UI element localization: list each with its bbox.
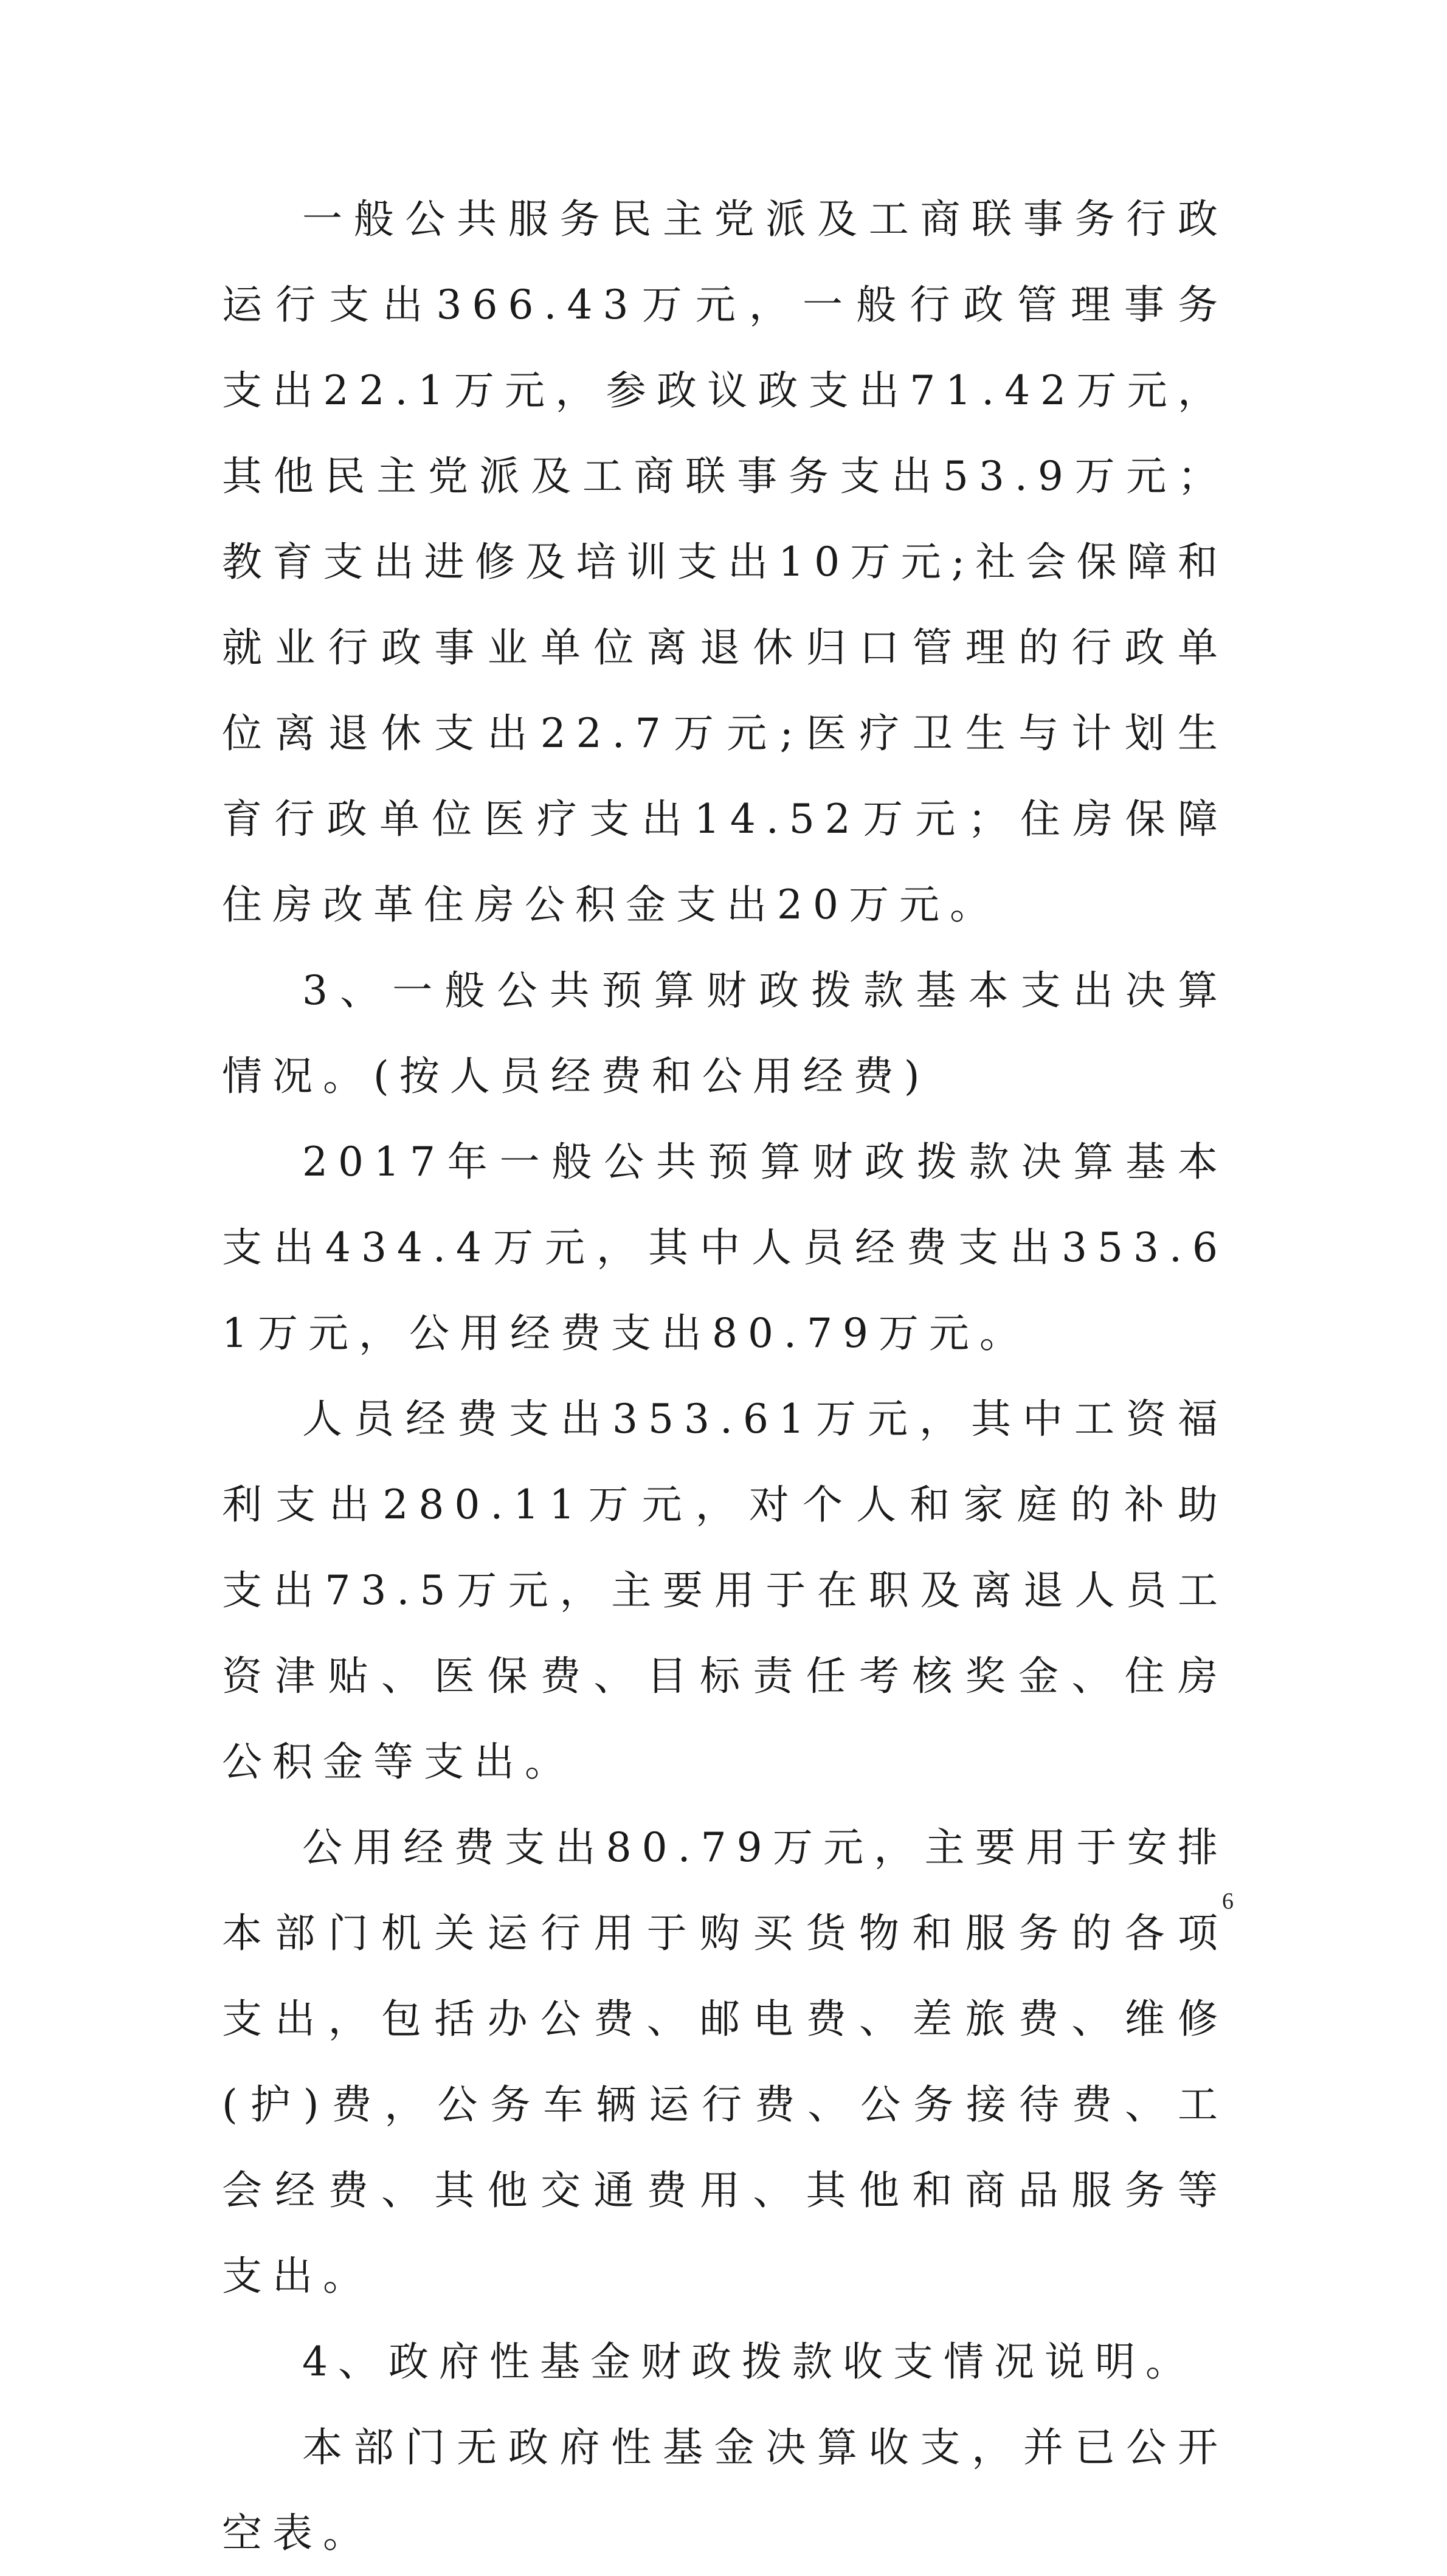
paragraph-expenditure-detail: 一般公共服务民主党派及工商联事务行政运行支出366.43万元，一般行政管理事务支出22.1万元，参政议政支出71.42万元，其他民主党派及工商联事务支出53.9万元；教育支出进修及培训支出10万元;社会保障和就业行政事业单位离退休归口管理的行政单位离退休支出22.7万元;医疗卫生与计划生育行政单位医疗支出14.52万元；住房保障住房改革住房公积金支出20万元。 (222, 196, 1228, 928)
paragraph-government-fund-none: 本部门无政府性基金决算收支，并已公开空表。 (222, 2424, 1228, 2557)
section-heading-government-fund: 4、政府性基金财政拨款收支情况说明。 (302, 2338, 1196, 2385)
page-number: 6 (1222, 1889, 1234, 1914)
document-body (222, 176, 1228, 2576)
paragraph-public-expenditure: 公用经费支出80.79万元，主要用于安排本部门机关运行用于购买货物和服务的各项支出，包括办公费、邮电费、差旅费、维修(护)费，公务车辆运行费、公务接待费、工会经费、其他交通费用、其他和商品服务等支出。 (222, 1824, 1228, 2299)
paragraph-basic-expenditure-total: 2017年一般公共预算财政拨款决算基本支出434.4万元，其中人员经费支出353.61万元，公用经费支出80.79万元。 (222, 1138, 1228, 1357)
paragraph-personnel-expenditure: 人员经费支出353.61万元，其中工资福利支出280.11万元，对个人和家庭的补助支出73.5万元，主要用于在职及离退人员工资津贴、医保费、目标责任考核奖金、住房公积金等支出。 (222, 1396, 1228, 1785)
section-heading-basic-expenditure: 3、一般公共预算财政拨款基本支出决算情况。(按人员经费和公用经费) (222, 967, 1228, 1100)
